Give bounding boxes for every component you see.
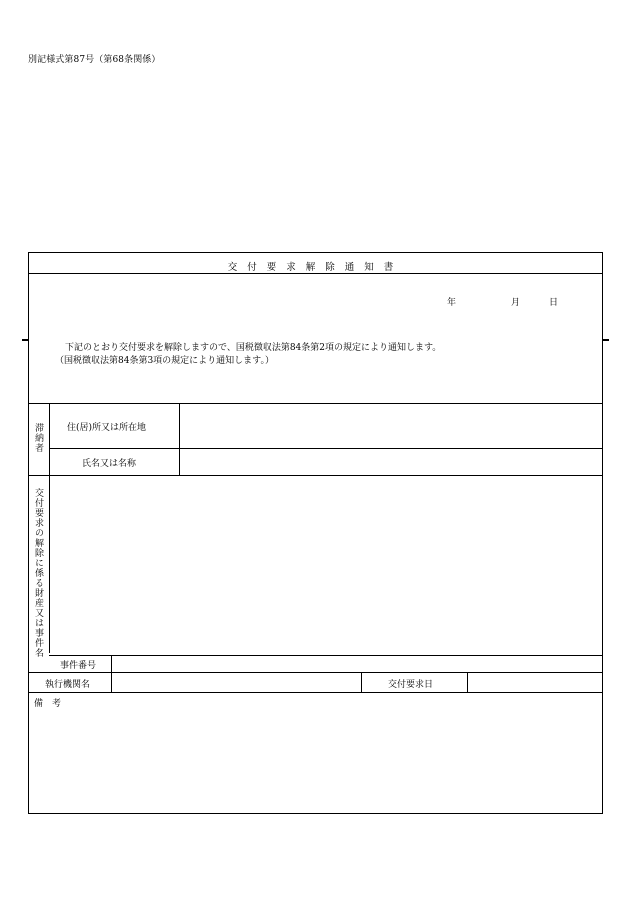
- name-row-divider: [29, 475, 602, 476]
- section-divider-delinquent: [29, 403, 602, 404]
- notice-body-line1: 下記のとおり交付要求を解除しますので、国税徴収法第84条第2項の規定により通知します。: [65, 343, 442, 353]
- notice-body-line2: （国税徴収法第84条第3項の規定により通知します。）: [55, 356, 274, 366]
- property-label: 交付要求の解除に係る財産又は事件名: [33, 488, 43, 658]
- remarks-label: 備 考: [34, 699, 62, 709]
- title-divider: [29, 273, 602, 274]
- address-row-divider: [49, 448, 602, 449]
- left-label-column-line: [49, 403, 50, 653]
- date-month: 月: [511, 298, 521, 308]
- date-day: 日: [549, 298, 559, 308]
- remarks-divider: [29, 692, 602, 693]
- name-label: 氏名又は名称: [82, 459, 137, 469]
- case-number-column-line: [111, 655, 112, 692]
- notice-form: [28, 252, 603, 814]
- delinquent-label: 滞納者: [33, 423, 43, 453]
- case-number-divider: [29, 672, 602, 673]
- property-divider: [49, 655, 602, 656]
- address-label: 住(居)所又は所在地: [67, 423, 147, 433]
- request-date-label-left-line: [361, 672, 362, 692]
- request-date-label: 交付要求日: [388, 680, 434, 690]
- agency-label: 執行機関名: [45, 680, 91, 690]
- delinquent-label-column-line: [179, 403, 180, 475]
- request-date-label-right-line: [467, 672, 468, 692]
- date-year: 年: [447, 298, 457, 308]
- form-title: 交付要求解除通知書: [227, 262, 404, 273]
- form-reference: 別記様式第87号（第68条関係）: [28, 55, 161, 65]
- fold-mark-right: [603, 339, 609, 341]
- case-number-label: 事件番号: [60, 661, 97, 671]
